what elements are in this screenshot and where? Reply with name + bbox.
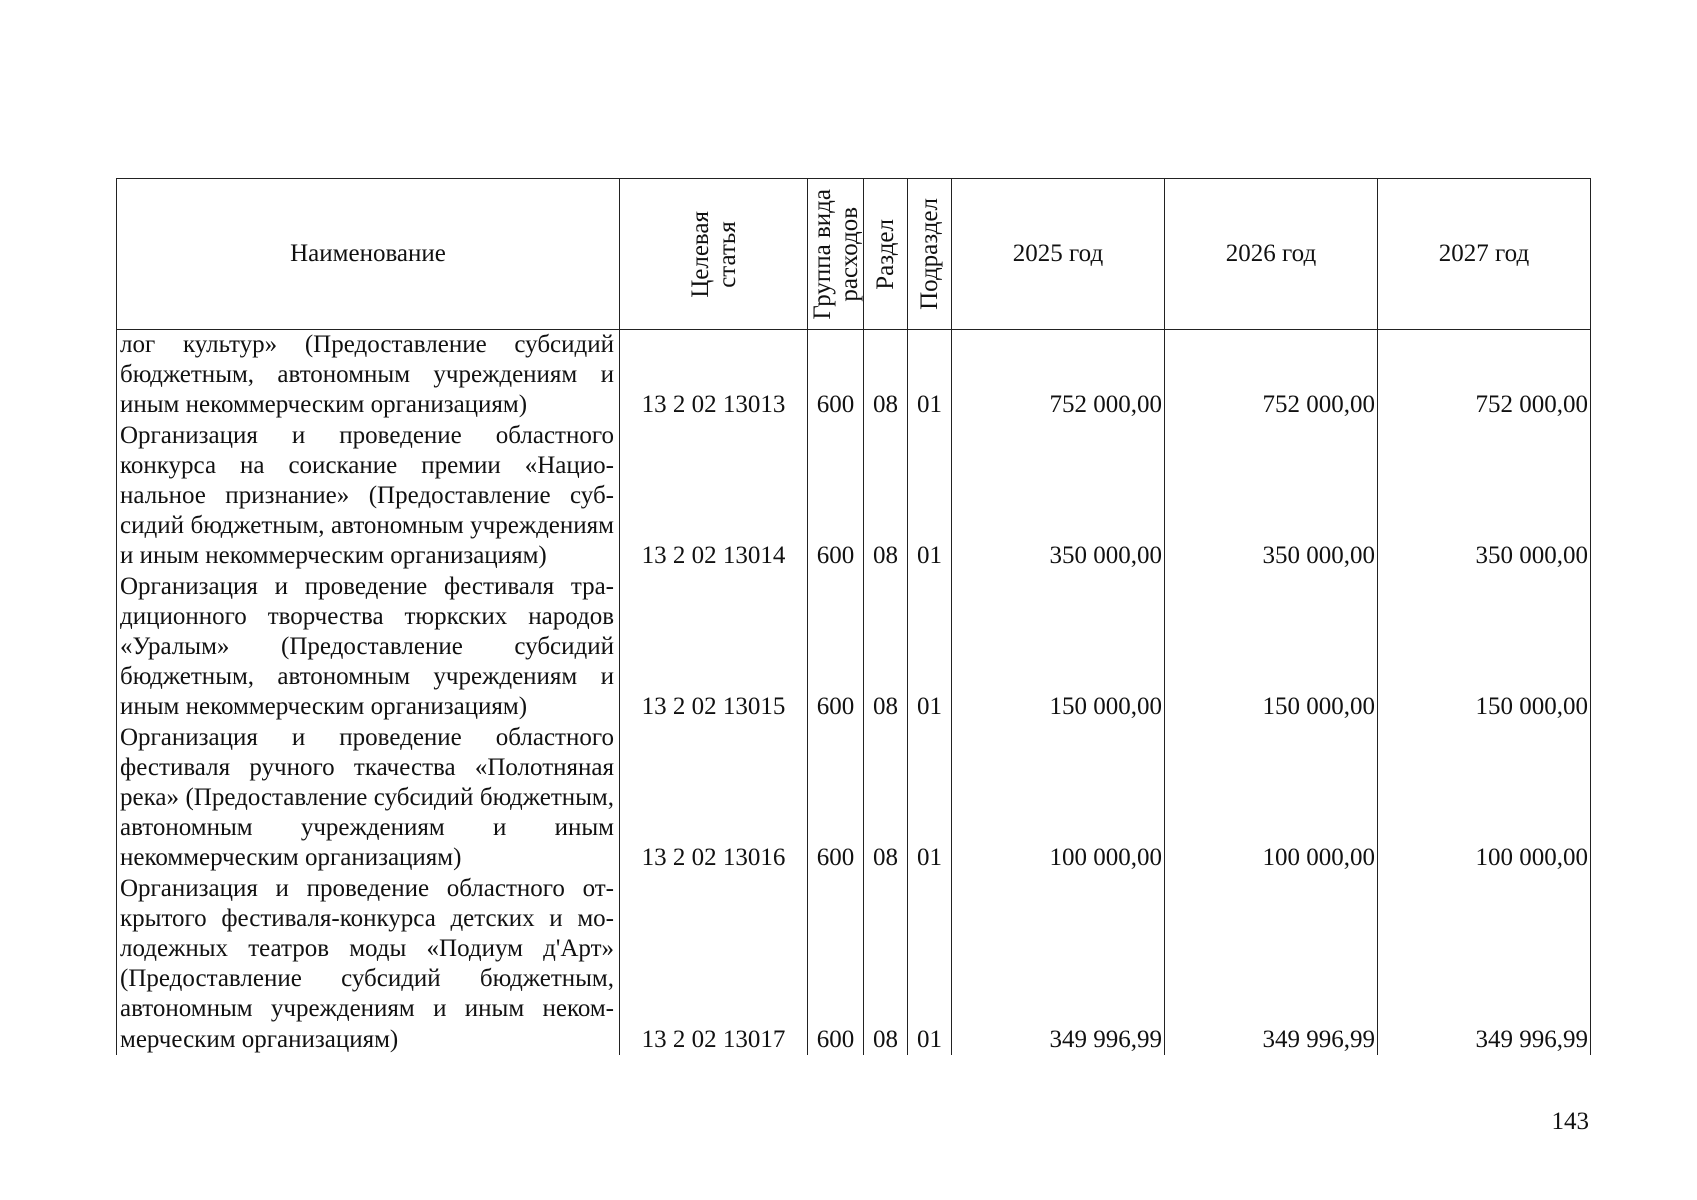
table-row — [117, 421, 1591, 572]
row-group: 600 — [808, 330, 864, 421]
row-razdel: 08 — [864, 874, 908, 1055]
row-group: 600 — [808, 874, 864, 1055]
row-2026: 100 000,00 — [1165, 723, 1378, 874]
row-target: 13 2 02 13017 — [620, 874, 808, 1055]
table-header-row — [117, 179, 1591, 330]
row-target: 13 2 02 13015 — [620, 572, 808, 723]
row-target: 13 2 02 13016 — [620, 723, 808, 874]
row-target: 13 2 02 13014 — [620, 421, 808, 572]
header-target-article: Целевая статья — [620, 179, 808, 330]
row-name: Организация и проведение областного открытого фестиваля-конкурса детских и молодежных театров моды «Подиум д'Арт» (Предоставление субсидий бюджетным, автономным учреждениям и иным некоммерческим организациям) — [117, 874, 620, 1055]
header-expense-group: Группа вида расходов — [808, 179, 864, 330]
row-2027: 100 000,00 — [1378, 723, 1591, 874]
row-2026: 350 000,00 — [1165, 421, 1378, 572]
row-2027: 150 000,00 — [1378, 572, 1591, 723]
row-podrazdel: 01 — [908, 572, 952, 723]
table-row — [117, 572, 1591, 723]
row-podrazdel: 01 — [908, 421, 952, 572]
row-name: Организация и проведение фестиваля традиционного творчества тюркских народов «Уралым» (Предоставление субсидий бюджетным, автономным учреждениям и иным некоммерческим организациям) — [117, 572, 620, 723]
row-2027: 752 000,00 — [1378, 330, 1591, 421]
row-name: лог культур» (Предоставление субсидий бюджетным, автономным учреждениям и иным некоммерческим организациям) — [117, 330, 620, 421]
row-2026: 150 000,00 — [1165, 572, 1378, 723]
table-row — [117, 723, 1591, 874]
row-2025: 100 000,00 — [952, 723, 1165, 874]
row-razdel: 08 — [864, 421, 908, 572]
row-razdel: 08 — [864, 723, 908, 874]
row-podrazdel: 01 — [908, 330, 952, 421]
row-razdel: 08 — [864, 572, 908, 723]
table-row — [117, 330, 1591, 421]
header-2027: 2027 год — [1378, 179, 1591, 330]
row-target: 13 2 02 13013 — [620, 330, 808, 421]
budget-table — [116, 178, 1591, 1055]
row-2025: 752 000,00 — [952, 330, 1165, 421]
row-podrazdel: 01 — [908, 874, 952, 1055]
row-group: 600 — [808, 421, 864, 572]
header-podrazdel: Подраздел — [908, 179, 952, 330]
row-name: Организация и проведение областного конкурса на соискание премии «Национальное признание» (Предоставление субсидий бюджетным, автономным учреждениям и иным некоммерческим организациям) — [117, 421, 620, 572]
header-2025: 2025 год — [952, 179, 1165, 330]
row-2025: 150 000,00 — [952, 572, 1165, 723]
row-razdel: 08 — [864, 330, 908, 421]
row-name: Организация и проведение областного фестиваля ручного ткачества «Полотняная река» (Предоставление субсидий бюджетным, автономным учреждениям и иным некоммерческим организациям) — [117, 723, 620, 874]
row-group: 600 — [808, 572, 864, 723]
row-2026: 349 996,99 — [1165, 874, 1378, 1055]
header-name: Наименование — [117, 179, 620, 330]
page-number: 143 — [1551, 1108, 1589, 1135]
row-podrazdel: 01 — [908, 723, 952, 874]
header-2026: 2026 год — [1165, 179, 1378, 330]
row-2026: 752 000,00 — [1165, 330, 1378, 421]
table-row — [117, 874, 1591, 1055]
row-2025: 349 996,99 — [952, 874, 1165, 1055]
row-2025: 350 000,00 — [952, 421, 1165, 572]
header-razdel: Раздел — [864, 179, 908, 330]
row-2027: 350 000,00 — [1378, 421, 1591, 572]
row-group: 600 — [808, 723, 864, 874]
row-2027: 349 996,99 — [1378, 874, 1591, 1055]
